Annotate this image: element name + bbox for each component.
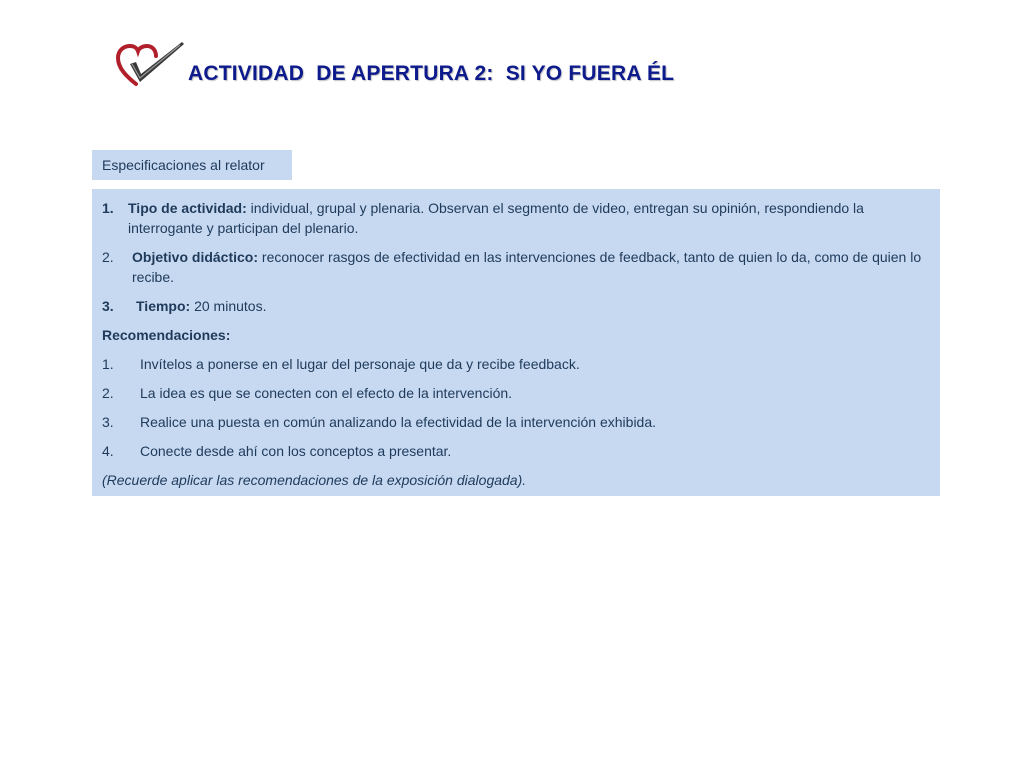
- item-number: 2.: [102, 385, 114, 401]
- page-title: ACTIVIDAD DE APERTURA 2: SI YO FUERA ÉL: [188, 62, 675, 85]
- footnote: (Recuerde aplicar las recomendaciones de la exposición dialogada).: [102, 472, 527, 488]
- item-text: [128, 198, 930, 238]
- recommendations-heading: Recomendaciones:: [102, 327, 231, 343]
- list-item: [102, 198, 930, 238]
- spec-tag: Especificaciones al relator: [92, 150, 292, 180]
- recommendation-item: [102, 383, 930, 403]
- recommendation-item: [102, 441, 930, 461]
- item-label: Tipo de actividad:: [128, 200, 247, 216]
- heart-checkmark-icon: [116, 40, 188, 90]
- item-text: Conecte desde ahí con los conceptos a presentar.: [140, 443, 452, 459]
- list-item: [102, 296, 930, 316]
- item-description: 20 minutos.: [190, 298, 267, 314]
- item-label: Objetivo didáctico:: [132, 249, 259, 265]
- item-number: 3.: [102, 414, 114, 430]
- item-number: 3.: [102, 298, 114, 314]
- item-text: [132, 247, 930, 287]
- list-item: [102, 247, 930, 287]
- item-number: 1.: [102, 200, 114, 216]
- recommendation-item: [102, 354, 930, 374]
- item-text: Realice una puesta en común analizando la efectividad de la intervención exhibida.: [140, 414, 657, 430]
- item-description: individual, grupal y plenaria. Observan el segmento de video, entregan su opinión, respondiendo la interrogante y participan del plenario.: [128, 200, 864, 236]
- item-text: [136, 296, 930, 316]
- spec-panel: [92, 189, 940, 496]
- item-number: 1.: [102, 356, 114, 372]
- item-number: 4.: [102, 443, 114, 459]
- item-description: reconocer rasgos de efectividad en las intervenciones de feedback, tanto de quien lo da, como de quien lo recibe.: [132, 249, 922, 285]
- item-text: La idea es que se conecten con el efecto de la intervención.: [140, 385, 513, 401]
- item-number: 2.: [102, 249, 114, 265]
- item-label: Tiempo:: [136, 298, 191, 314]
- recommendation-item: [102, 412, 930, 432]
- slide-header: [116, 40, 674, 90]
- item-text: Invítelos a ponerse en el lugar del personaje que da y recibe feedback.: [140, 356, 580, 372]
